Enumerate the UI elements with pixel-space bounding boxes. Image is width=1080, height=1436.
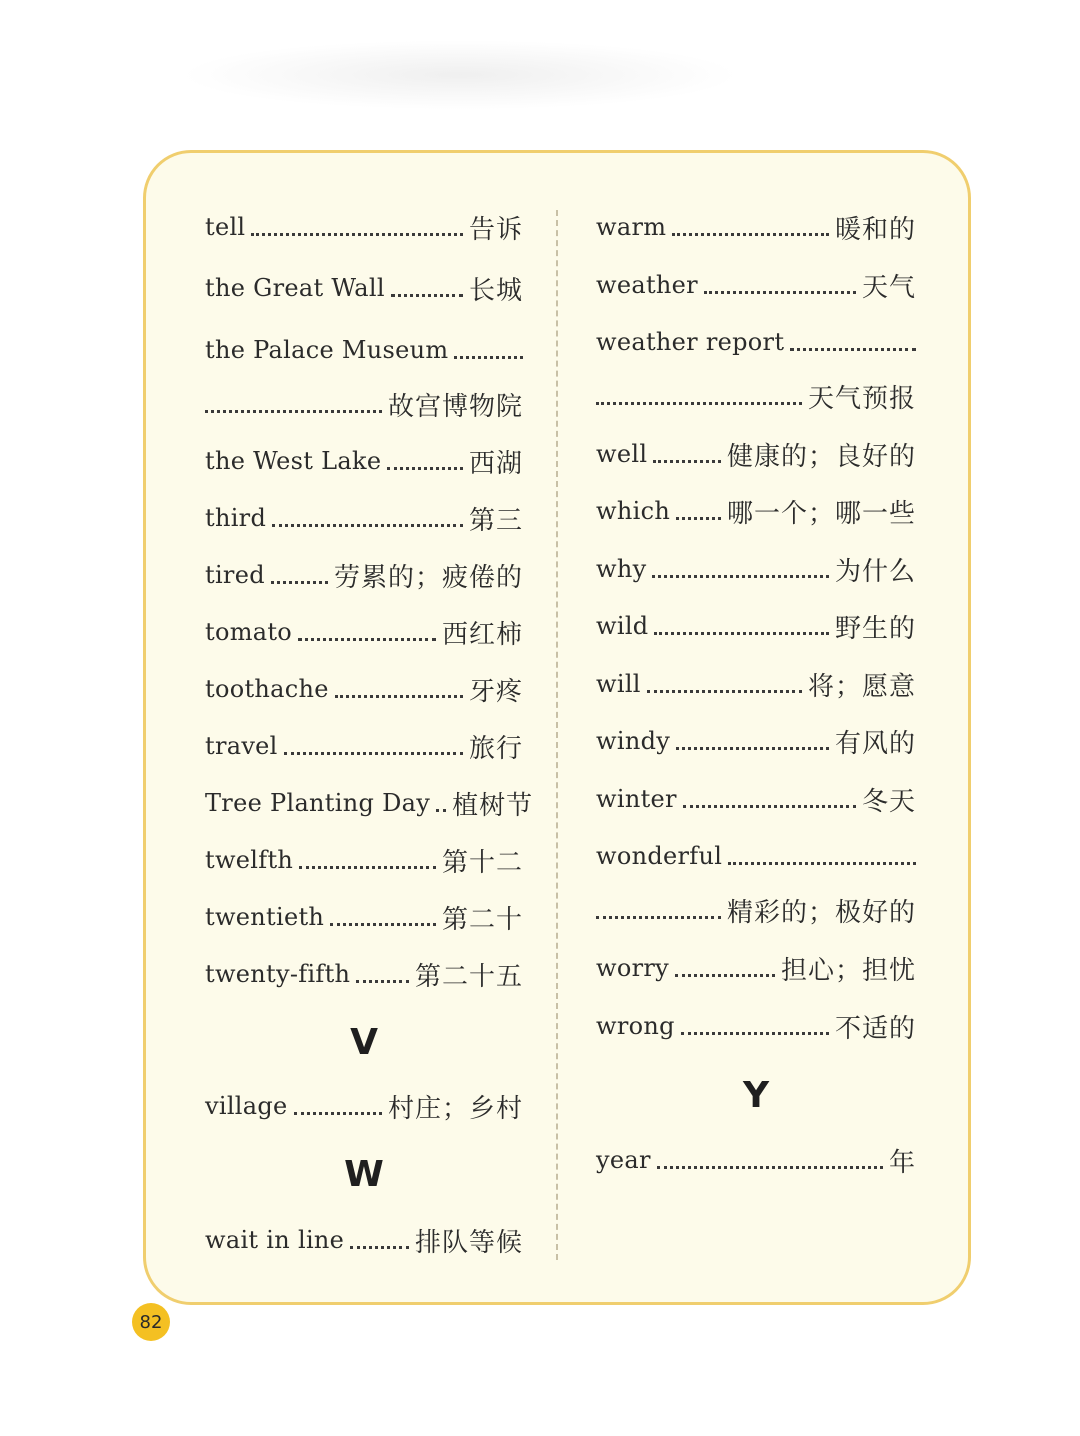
- glossary-entry: [205, 897, 523, 937]
- glossary-entry: [205, 441, 523, 481]
- entry-word: which: [596, 497, 671, 525]
- leader-dots: [391, 294, 463, 297]
- entry-word: worry: [596, 954, 669, 982]
- glossary-entry-continued: [205, 384, 523, 424]
- section-letter: Y: [742, 1075, 770, 1116]
- entry-meaning: 村庄；乡村: [387, 1093, 523, 1124]
- entry-meaning: 野生的: [834, 613, 916, 644]
- entry-word: twentieth: [205, 903, 325, 931]
- glossary-entry: [205, 555, 523, 595]
- entry-meaning: 冬天: [861, 786, 916, 817]
- glossary-entry: [205, 612, 523, 652]
- leader-dots: [683, 805, 856, 808]
- entry-word: wait in line: [205, 1226, 345, 1254]
- entry-word: winter: [596, 785, 677, 813]
- entry-meaning: 劳累的；疲倦的: [333, 562, 523, 593]
- entry-meaning: 有风的: [834, 728, 916, 759]
- entry-word: year: [596, 1146, 651, 1174]
- entry-meaning: 西红柿: [441, 619, 523, 650]
- glossary-entry: [596, 721, 916, 761]
- entry-meaning: 故宫博物院: [387, 391, 523, 422]
- entry-word: tomato: [205, 618, 293, 646]
- entry-word: twelfth: [205, 846, 294, 874]
- glossary-entry: [205, 783, 534, 823]
- leader-dots: [350, 1246, 409, 1249]
- entry-meaning: 哪一个；哪一些: [726, 498, 916, 529]
- glossary-entry-continued: [596, 890, 916, 930]
- page-number-badge: 82: [132, 1303, 170, 1341]
- leader-dots: [251, 233, 463, 236]
- entry-meaning: 天气: [861, 272, 916, 303]
- leader-dots: [657, 1166, 883, 1169]
- entry-word: well: [596, 440, 648, 468]
- entry-meaning: 暖和的: [834, 214, 916, 245]
- entry-meaning: 排队等候: [414, 1227, 523, 1258]
- entry-meaning: 旅行: [468, 733, 523, 764]
- entry-word: Tree Planting Day: [205, 789, 431, 817]
- glossary-entry: [205, 1086, 523, 1126]
- entry-meaning: 西湖: [468, 448, 523, 479]
- leader-dots: [387, 467, 463, 470]
- entry-meaning: 不适的: [834, 1013, 916, 1044]
- leader-dots: [704, 291, 856, 294]
- entry-word: wrong: [596, 1012, 675, 1040]
- section-letter: V: [350, 1022, 378, 1063]
- entry-word: tell: [205, 213, 246, 241]
- leader-dots: [654, 632, 829, 635]
- leader-dots: [356, 980, 409, 983]
- leader-dots: [681, 1032, 829, 1035]
- leader-dots: [675, 974, 775, 977]
- entry-meaning: 第二十: [441, 904, 523, 935]
- glossary-entry: [596, 664, 916, 704]
- entry-word: warm: [596, 213, 667, 241]
- glossary-entry: [596, 1006, 916, 1046]
- leader-dots: [596, 402, 802, 405]
- glossary-entry: [205, 330, 523, 370]
- glossary-entry: [596, 265, 916, 305]
- entry-word: weather: [596, 271, 698, 299]
- entry-word: the West Lake: [205, 447, 382, 475]
- glossary-entry: [596, 491, 916, 531]
- entry-meaning: 健康的；良好的: [726, 441, 916, 472]
- leader-dots: [299, 866, 436, 869]
- entry-word: travel: [205, 732, 278, 760]
- glossary-entry: [205, 954, 523, 994]
- entry-meaning: 第二十五: [414, 961, 523, 992]
- glossary-entry: [596, 434, 916, 474]
- entry-word: twenty-fifth: [205, 960, 351, 988]
- entry-meaning: 长城: [468, 275, 523, 306]
- entry-word: why: [596, 555, 647, 583]
- glossary-entry: [596, 606, 916, 646]
- glossary-entry: [596, 779, 916, 819]
- entry-word: tired: [205, 561, 265, 589]
- entry-meaning: 第十二: [441, 847, 523, 878]
- glossary-entry: [596, 1140, 916, 1180]
- glossary-entry: [205, 1220, 523, 1260]
- column-divider: [556, 210, 558, 1260]
- leader-dots: [271, 581, 328, 584]
- leader-dots: [335, 695, 463, 698]
- leader-dots: [596, 916, 721, 919]
- glossary-entry: [205, 268, 523, 308]
- entry-meaning: 告诉: [468, 214, 523, 245]
- entry-word: wonderful: [596, 842, 723, 870]
- leader-dots: [330, 923, 436, 926]
- entry-meaning: 年: [888, 1147, 916, 1178]
- leader-dots: [436, 809, 446, 812]
- leader-dots: [790, 348, 916, 351]
- glossary-entry: [596, 322, 916, 362]
- glossary-entry: [596, 836, 916, 876]
- entry-word: will: [596, 670, 641, 698]
- entry-word: toothache: [205, 675, 329, 703]
- entry-word: windy: [596, 727, 671, 755]
- entry-meaning: 牙疼: [468, 676, 523, 707]
- entry-word: the Palace Museum: [205, 336, 449, 364]
- entry-meaning: 第三: [468, 505, 523, 536]
- entry-word: wild: [596, 612, 649, 640]
- glossary-entry: [205, 669, 523, 709]
- leader-dots: [205, 410, 382, 413]
- entry-meaning: 天气预报: [807, 383, 916, 414]
- glossary-entry: [596, 549, 916, 589]
- leader-dots: [647, 690, 802, 693]
- glossary-entry: [205, 840, 523, 880]
- leader-dots: [672, 233, 829, 236]
- leader-dots: [676, 517, 721, 520]
- glossary-entry: [596, 948, 916, 988]
- glossary-entry: [205, 726, 523, 766]
- leader-dots: [454, 356, 523, 359]
- leader-dots: [294, 1112, 382, 1115]
- leader-dots: [728, 862, 916, 865]
- entry-word: weather report: [596, 328, 785, 356]
- leader-dots: [653, 460, 721, 463]
- leader-dots: [298, 638, 436, 641]
- page-shadow: [180, 40, 740, 110]
- entry-word: village: [205, 1092, 288, 1120]
- entry-meaning: 精彩的；极好的: [726, 897, 916, 928]
- entry-meaning: 为什么: [834, 556, 916, 587]
- glossary-entry-continued: [596, 376, 916, 416]
- glossary-entry: [205, 207, 523, 247]
- section-letter: W: [344, 1154, 384, 1195]
- entry-word: the Great Wall: [205, 274, 385, 302]
- entry-meaning: 将；愿意: [807, 671, 916, 702]
- glossary-entry: [205, 498, 523, 538]
- leader-dots: [284, 752, 463, 755]
- entry-meaning: 担心；担忧: [780, 955, 916, 986]
- leader-dots: [272, 524, 463, 527]
- entry-meaning: 植树节: [452, 790, 534, 821]
- glossary-entry: [596, 207, 916, 247]
- leader-dots: [676, 747, 829, 750]
- leader-dots: [652, 575, 829, 578]
- entry-word: third: [205, 504, 267, 532]
